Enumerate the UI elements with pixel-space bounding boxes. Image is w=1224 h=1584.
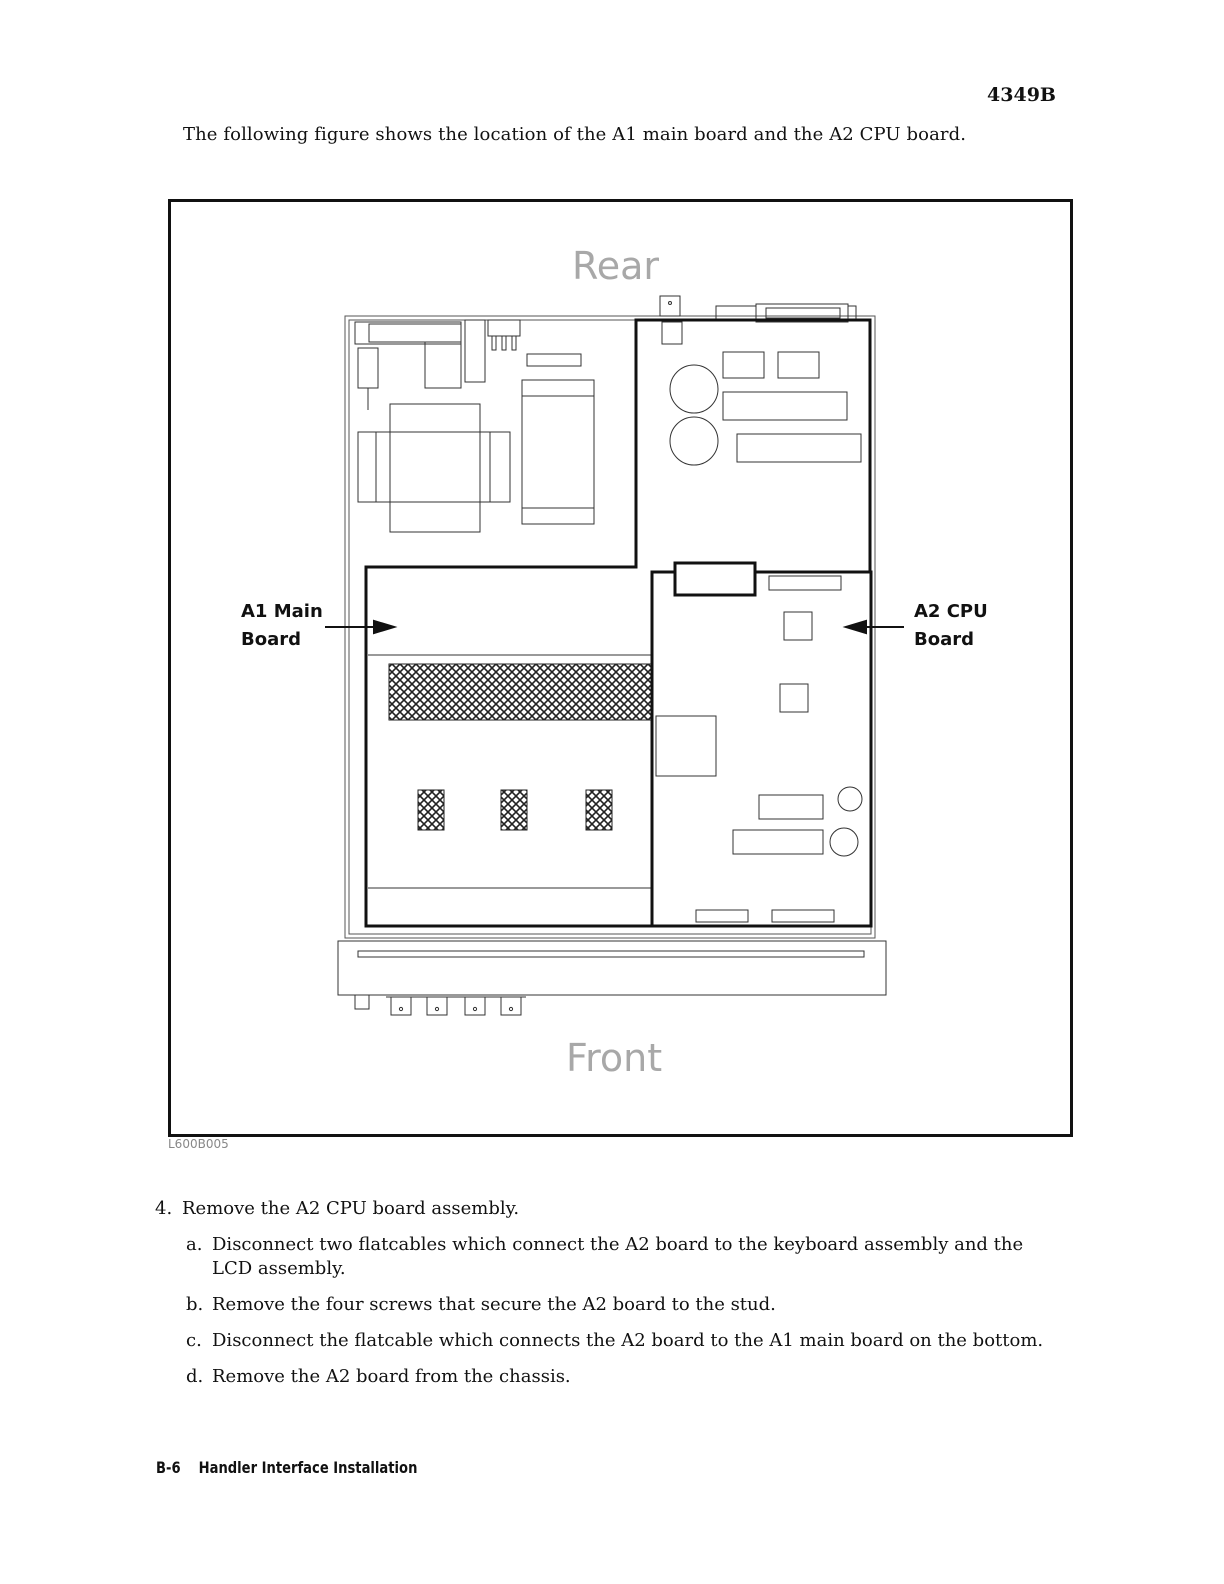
- step-number: 4.: [155, 1198, 173, 1219]
- substep-d: [186, 1365, 1066, 1389]
- a1-main-board-outline: [366, 320, 870, 926]
- intro-paragraph: The following figure shows the location of the A1 main board and the A2 CPU board.: [183, 124, 967, 145]
- a2-cpu-board-outline: [652, 572, 871, 926]
- footer-page-number: B-6: [156, 1458, 181, 1477]
- a1-label-line2: Board: [241, 629, 301, 650]
- rear-label: Rear: [572, 244, 659, 288]
- substep-a: [186, 1233, 1066, 1281]
- a2-board-components: [656, 576, 862, 922]
- step-4: [155, 1198, 519, 1219]
- substep-c: [186, 1329, 1066, 1353]
- chassis-outline: [345, 316, 875, 938]
- front-label: Front: [566, 1036, 663, 1080]
- rear-connectors: [660, 296, 856, 322]
- footer-section-title: Handler Interface Installation: [198, 1458, 418, 1477]
- substep-list: [186, 1233, 1066, 1401]
- step-text: Remove the A2 CPU board assembly.: [182, 1198, 520, 1219]
- a1-chip-3: [586, 790, 612, 830]
- a1-label-line1: A1 Main: [241, 601, 323, 622]
- substep-letter: b.: [186, 1294, 204, 1315]
- substep-letter: d.: [186, 1366, 204, 1387]
- a1-main-board-label: [241, 598, 323, 654]
- figure-code: L600B005: [168, 1137, 229, 1151]
- substep-text: Disconnect two flatcables which connect the A2 board to the keyboard assembly and the LCD assembly.: [212, 1234, 1024, 1279]
- a2-cpu-board-label: [914, 598, 988, 654]
- a2-connector: [675, 563, 755, 595]
- substep-text: Remove the four screws that secure the A2 board to the stud.: [212, 1294, 776, 1315]
- a1-arrow: [325, 621, 394, 633]
- substep-text: Remove the A2 board from the chassis.: [212, 1366, 571, 1387]
- page-header-model: 4349B: [987, 84, 1056, 106]
- a1-chip-1: [418, 790, 444, 830]
- power-supply-components: [355, 320, 594, 532]
- front-panel: [338, 941, 886, 1015]
- page-footer: [156, 1458, 417, 1477]
- substep-text: Disconnect the flatcable which connects the A2 board to the A1 main board on the bottom.: [212, 1330, 1044, 1351]
- substep-letter: a.: [186, 1234, 203, 1255]
- a1-chip-2: [501, 790, 527, 830]
- a1-heatsink-grid: [389, 664, 651, 720]
- substep-letter: c.: [186, 1330, 202, 1351]
- a2-label-line1: A2 CPU: [914, 601, 988, 622]
- a2-label-line2: Board: [914, 629, 974, 650]
- substep-b: [186, 1293, 1066, 1317]
